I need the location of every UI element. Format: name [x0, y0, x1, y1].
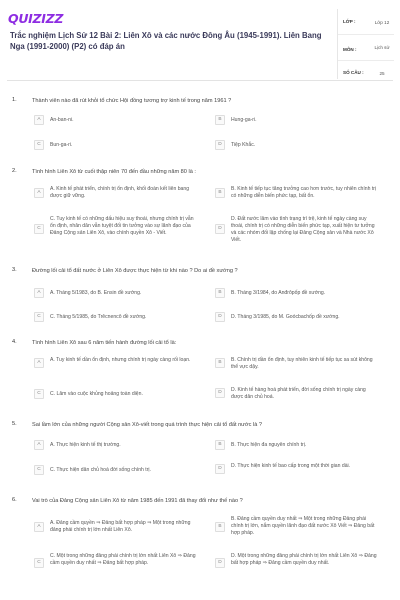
option-letter-badge: C [34, 312, 44, 322]
option-text: A. Tháng 5/1983, do B. Ensin đề xướng. [50, 290, 142, 296]
option-text: A. Đảng cầm quyền ⇒ Đảng bất hợp pháp ⇒ Một trong những đảng phái chính trị lớn nhất Liên Xô. [50, 520, 191, 533]
page-title: Trắc nghiệm Lịch Sử 12 Bài 2: Liên Xô và các nước Đông Âu (1945-1991). Liên Bang Nga (1991-2000) (P2) có đáp án [10, 31, 322, 51]
question-number: 4. [12, 339, 17, 345]
option-text: D. Tháng 3/1985, do M. Goócbachốp đề xướng. [231, 314, 340, 320]
question-count-label: SỐ CÂU : [343, 70, 364, 75]
question-count-value: 25 [379, 71, 385, 76]
option-letter-badge: D [215, 388, 225, 398]
option-letter-badge: A [34, 522, 44, 532]
option-letter-badge: B [215, 358, 225, 368]
option-text: B. Thực hiện đa nguyên chính trị. [231, 442, 307, 448]
option-text: Bun-ga-ri. [50, 142, 73, 148]
question-number: 1. [12, 97, 17, 103]
option-text: An-ban-ni. [50, 117, 74, 123]
option-text: A. Tuy kinh tế dần ổn định, nhưng chính trị ngày càng rối loạn. [50, 357, 191, 363]
option-text: D. Đất nước lâm vào tình trạng trì trệ, kinh tế ngày càng suy thoái, chính trị có những diễn biến phức tạp, xuất hiện tư tưởng và các nhóm đối lập chống lại Đảng Cộng sản và Nhà nước Xô Viết. [231, 216, 375, 243]
option-text: A. Thực hiện kinh tế thị trường. [50, 442, 121, 448]
option-letter-badge: D [215, 558, 225, 568]
question-text: Sai lầm lớn của những người Cộng sản Xô-viết trong quá trình thực hiện cải tổ đất nước là ? [32, 422, 262, 428]
option-letter-badge: C [34, 224, 44, 234]
class-value: Lớp 12 [374, 20, 390, 25]
option-letter-badge: B [215, 522, 225, 532]
option-letter-badge: C [34, 558, 44, 568]
option-letter-badge: B [215, 288, 225, 298]
question-number: 6. [12, 497, 17, 503]
question-number: 2. [12, 168, 17, 174]
quizizz-logo[interactable]: QUIZIZZ [8, 11, 64, 26]
option-text: B. Tháng 3/1984, do Anđrôpốp đề xướng. [231, 290, 326, 296]
option-letter-badge: A [34, 358, 44, 368]
option-letter-badge: C [34, 389, 44, 399]
option-text: D. Thực hiện kinh tế bao cấp trong một thời gian dài. [231, 463, 351, 469]
option-letter-badge: D [215, 312, 225, 322]
subject-value: Lịch sử [374, 45, 390, 50]
option-letter-badge: D [215, 140, 225, 150]
option-text: B. Đảng cầm quyền duy nhất ⇒ Một trong những Đảng phái chính trị lớn, nắm quyền lãnh đạo đất nước Xô Viết ⇒ Đảng bất hợp pháp. [231, 516, 375, 536]
option-text: C. Một trong những đảng phái chính trị lớn nhất Liên Xô ⇒ Đảng cầm quyền duy nhất ⇒ Đảng bất hợp pháp. [50, 553, 196, 566]
question-text: Vai trò của Đảng Cộng sản Liên Xô từ năm 1985 đến 1991 đã thay đổi như thế nào ? [32, 498, 243, 504]
subject-label: MÔN : [343, 47, 357, 52]
question-number: 5. [12, 421, 17, 427]
option-letter-badge: B [215, 115, 225, 125]
option-text: C. Tuy kinh tế có những dấu hiệu suy thoái, nhưng chính trị vẫn ổn định, nhân dân vẫn tuyệt đối tin tưởng vào sự lãnh đạo của Đảng Cộng sản Liên Xô, vào chính quyền Xô - Viết. [50, 216, 194, 236]
option-letter-badge: A [34, 115, 44, 125]
option-letter-badge: A [34, 440, 44, 450]
question-text: Tình hình Liên Xô sau 6 năm tiến hành đường lối cải tổ là: [32, 340, 177, 346]
meta-subject-row [338, 39, 394, 61]
option-text: D. Một trong những đảng phái chính trị lớn nhất Liên Xô ⇒ Đảng bất hợp pháp ⇒ Đảng cầm quyền duy nhất. [231, 553, 377, 566]
class-label: LỚP : [343, 19, 356, 24]
question-number: 3. [12, 267, 17, 273]
option-text: Hung-ga-ri. [231, 117, 257, 123]
meta-class-row [338, 15, 394, 35]
option-letter-badge: B [215, 188, 225, 198]
option-text: D. Kinh tế hàng hoá phát triển, đời sống chính trị ngày càng được dân chủ hoá. [231, 387, 366, 400]
option-text: C. Thực hiện dân chủ hoá đời sống chính trị. [50, 467, 151, 473]
option-text: Tiệp Khắc. [231, 142, 256, 148]
option-letter-badge: A [34, 188, 44, 198]
option-letter-badge: D [215, 224, 225, 234]
option-text: C. Tháng 5/1985, do Trêcnencô đề xướng. [50, 314, 147, 320]
document-header [7, 5, 393, 81]
meta-count-row [338, 65, 394, 79]
question-text: Đường lối cải tổ đất nước ở Liên Xô được thực hiện từ khi nào ? Do ai đề xướng ? [32, 268, 238, 274]
question-text: Tình hình Liên Xô từ cuối thập niên 70 đến đầu những năm 80 là : [32, 169, 196, 175]
option-text: C. Lâm vào cuộc khủng hoảng toàn diện. [50, 391, 143, 397]
question-text: Thành viên nào đã rút khỏi tổ chức Hội đồng tương trợ kinh tế trong năm 1961 ? [32, 98, 232, 104]
option-text: B. Kinh tế tiếp tục tăng trưởng cao hơn trước, tuy nhiên chính trị có những diễn biến phức tạp, bất ổn. [231, 186, 377, 199]
option-letter-badge: D [215, 464, 225, 474]
option-letter-badge: A [34, 288, 44, 298]
option-letter-badge: C [34, 465, 44, 475]
option-text: A. Kinh tế phát triển, chính trị ổn định, khối đoàn kết liên bang được giữ vững. [50, 186, 190, 199]
option-letter-badge: C [34, 140, 44, 150]
meta-panel [337, 9, 393, 79]
option-text: B. Chính trị dần ổn định, tuy nhiên kinh tế tiếp tục sa sút không thể vực dậy. [231, 357, 373, 370]
option-letter-badge: B [215, 440, 225, 450]
